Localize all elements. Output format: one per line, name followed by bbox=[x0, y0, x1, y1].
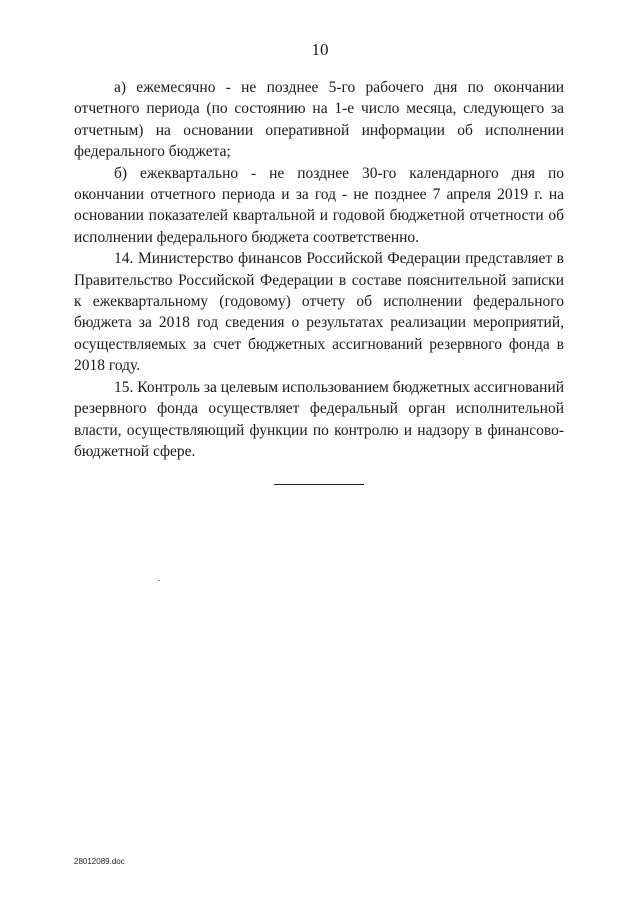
page-number: 10 bbox=[311, 40, 329, 59]
document-body bbox=[74, 77, 564, 462]
paragraph-b-quarterly: б) ежеквартально - не позднее 30-го календарного дня по окончании отчетного периода и за год - не позднее 7 апреля 2019 г. на основании показателей квартальной и годовой бюджетной отчетности об исполнении федерального бюджета соответственно. bbox=[74, 164, 564, 246]
paragraph-a-monthly: а) ежемесячно - не позднее 5-го рабочего дня по окончании отчетного периода (по состоянию на 1-е число месяца, следующего за отчетным) на основании оперативной информации об исполнении федерального бюджета; bbox=[74, 79, 564, 161]
footer-file-name: 28012089.doc bbox=[74, 857, 125, 866]
end-separator-line bbox=[274, 484, 364, 485]
paragraph-14-ministry-report: 14. Министерство финансов Российской Федерации представляет в Правительство Российской Федерации в составе пояснительной записки к ежеквартальному (годовому) отчету об исполнении федерального бюджета за 2018 год сведения о результатах реализации мероприятий, осуществляемых за счет бюджетных ассигнований резервного фонда в 2018 году. bbox=[74, 250, 564, 375]
paragraph-15-control: 15. Контроль за целевым использованием бюджетных ассигнований резервного фонда осуществляет федеральный орган исполнительной власти, осуществляющий функции по контролю и надзору в финансово-бюджетной сфере. bbox=[74, 378, 564, 460]
scan-speck bbox=[158, 580, 160, 581]
